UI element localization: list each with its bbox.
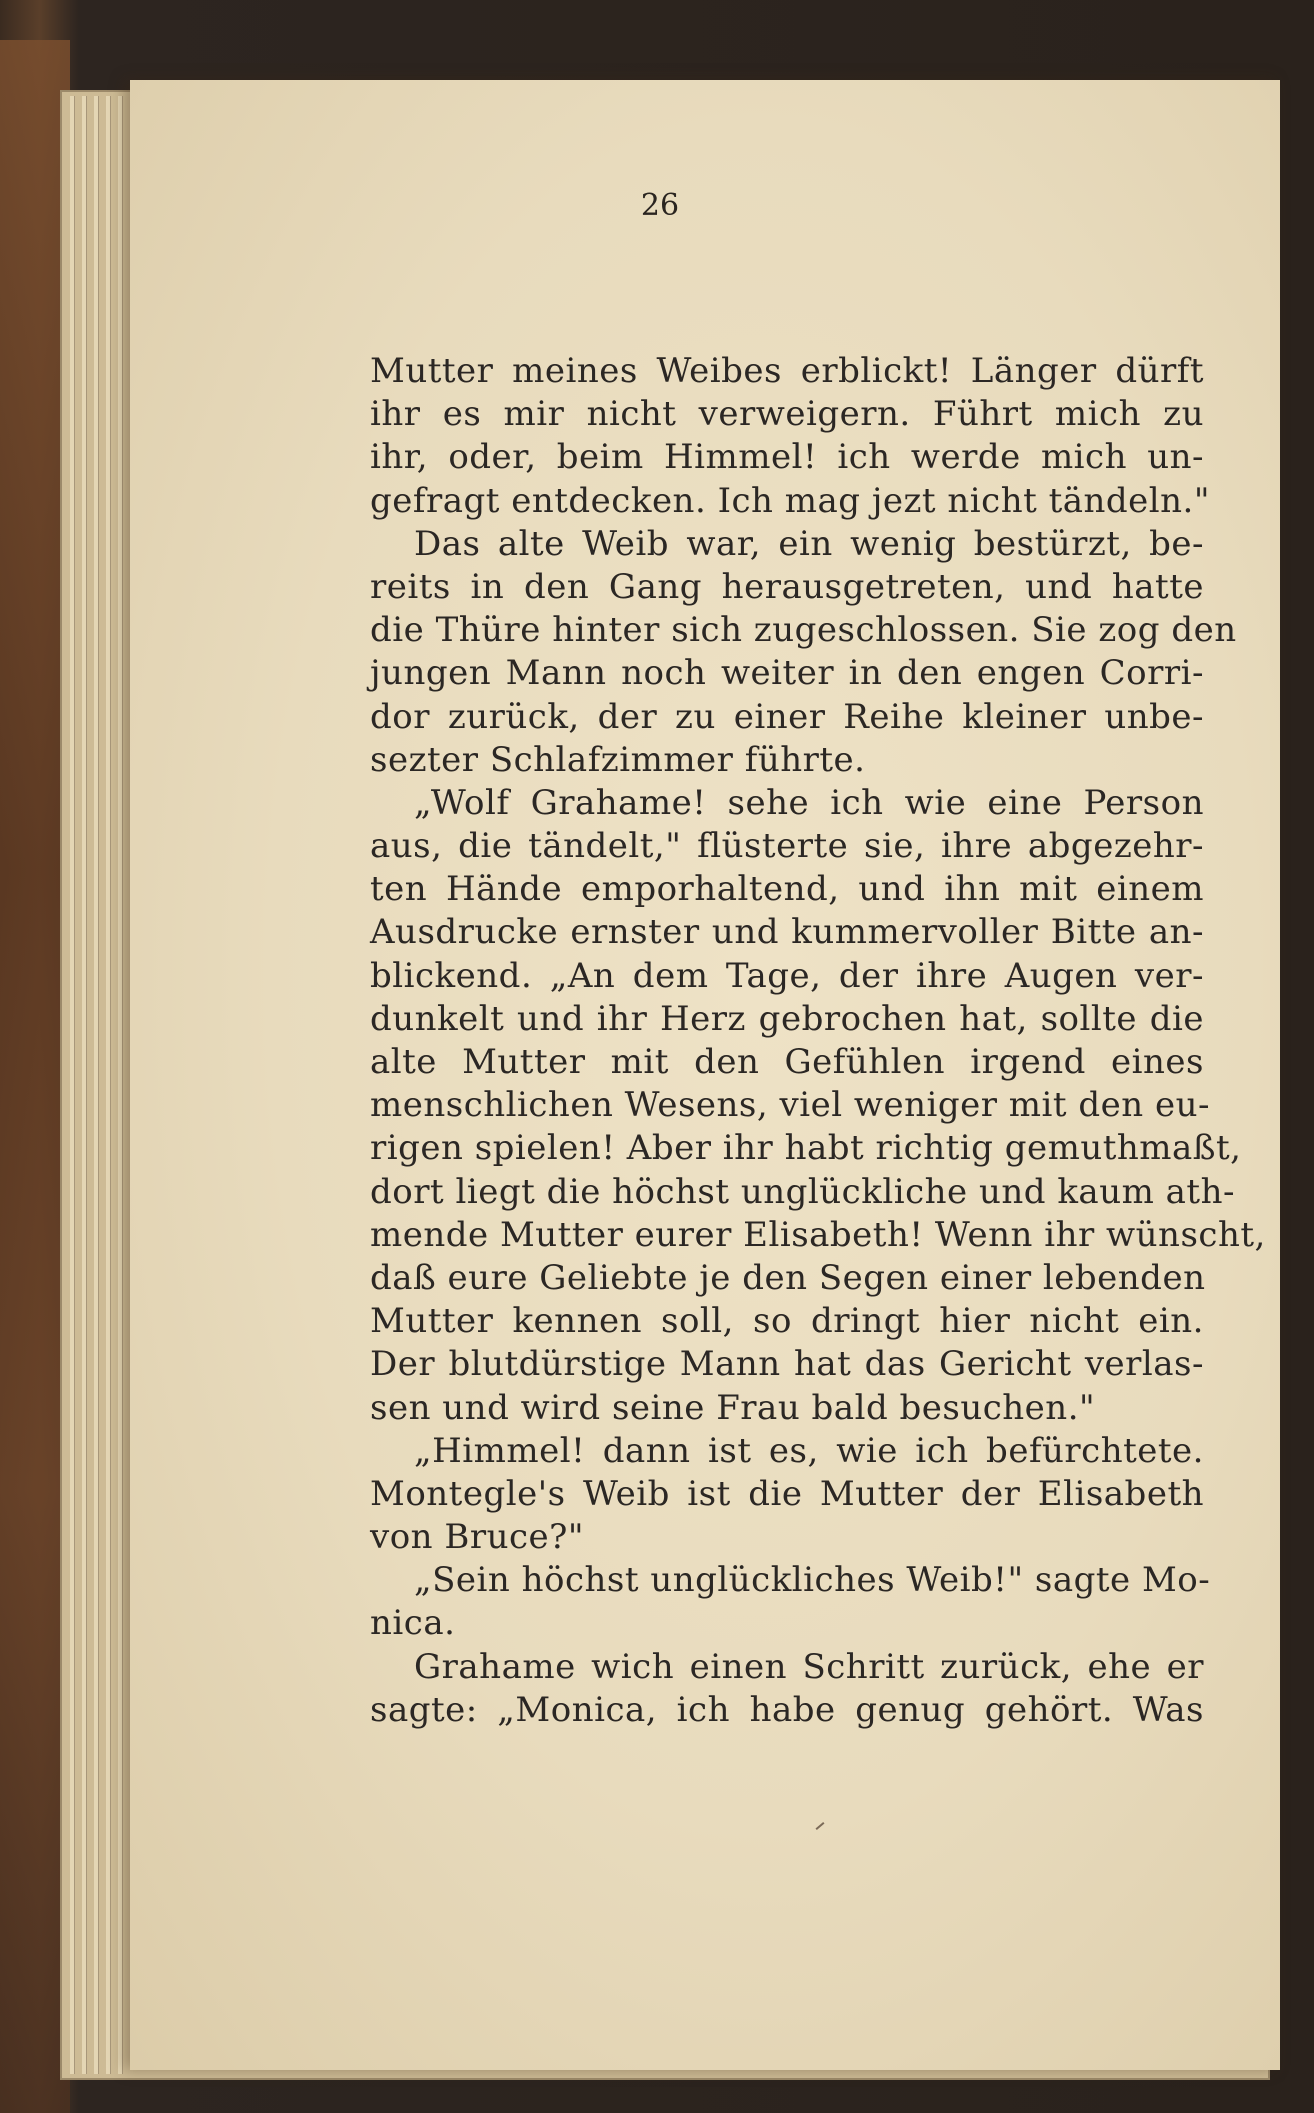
text-line: Das alte Weib war, ein wenig bestürzt, be- <box>414 523 1204 564</box>
text-line: Grahame wich einen Schritt zurück, ehe er <box>414 1646 1204 1687</box>
text-line: „Sein höchst unglückliches Weib!" sagte Mo- <box>414 1560 1211 1601</box>
text-line: Mutter meines Weibes erblickt! Länger dürft <box>370 351 1204 391</box>
text-line: Der blutdürstige Mann hat das Gericht verlas- <box>370 1344 1204 1385</box>
text-line: rigen spielen! Aber ihr habt richtig gemuthmaßt, <box>370 1128 1242 1169</box>
text-line: aus, die tändelt," flüsterte sie, ihre abgezehr- <box>370 826 1204 867</box>
page-edge <box>106 96 111 2074</box>
text-line: dort liegt die höchst unglückliche und kaum ath- <box>370 1171 1235 1212</box>
text-line: ihr, oder, beim Himmel! ich werde mich un- <box>370 437 1204 478</box>
text-line: von Bruce?" <box>370 1517 585 1558</box>
page-edge <box>94 96 99 2074</box>
text-line: ten Hände emporhaltend, und ihn mit einem <box>370 869 1204 910</box>
text-line: dor zurück, der zu einer Reihe kleiner unbe- <box>370 696 1204 737</box>
text-line: „Himmel! dann ist es, wie ich befürchtete. <box>414 1430 1204 1471</box>
text-line: daß eure Geliebte je den Segen einer lebenden <box>370 1257 1206 1298</box>
text-line: die Thüre hinter sich zugeschlossen. Sie zog den <box>370 610 1237 651</box>
text-line: reits in den Gang herausgetreten, und hatte <box>370 566 1204 607</box>
text-line: dunkelt und ihr Herz gebrochen hat, sollte die <box>370 998 1204 1039</box>
page-edge <box>118 96 123 2074</box>
text-line: mende Mutter eurer Elisabeth! Wenn ihr wünscht, <box>370 1214 1266 1255</box>
text-line: Montegle's Weib ist die Mutter der Elisabeth <box>370 1473 1204 1514</box>
text-line: blickend. „An dem Tage, der ihre Augen ver- <box>370 955 1204 996</box>
text-line: ihr es mir nicht verweigern. Führt mich zu <box>370 394 1204 435</box>
text-line: sen und wird seine Frau bald besuchen." <box>370 1387 1096 1428</box>
text-line: nica. <box>370 1603 456 1644</box>
page-number: 26 <box>640 188 680 223</box>
text-line: gefragt entdecken. Ich mag jezt nicht tändeln." <box>370 480 1210 521</box>
text-line: menschlichen Wesens, viel weniger mit den eu- <box>370 1085 1210 1126</box>
text-line: Ausdrucke ernster und kummervoller Bitte an- <box>370 912 1204 953</box>
text-line: alte Mutter mit den Gefühlen irgend eines <box>370 1042 1204 1082</box>
text-line: sagte: „Monica, ich habe genug gehört. Was <box>370 1689 1204 1730</box>
text-line: sezter Schlafzimmer führte. <box>370 739 866 780</box>
body-text <box>370 350 1266 1732</box>
page-edge <box>70 96 75 2074</box>
text-line: jungen Mann noch weiter in den engen Corri- <box>370 653 1204 694</box>
text-line: Mutter kennen soll, so dringt hier nicht ein. <box>370 1301 1204 1342</box>
text-line: „Wolf Grahame! sehe ich wie eine Person <box>414 782 1204 823</box>
page-edge <box>82 96 87 2074</box>
